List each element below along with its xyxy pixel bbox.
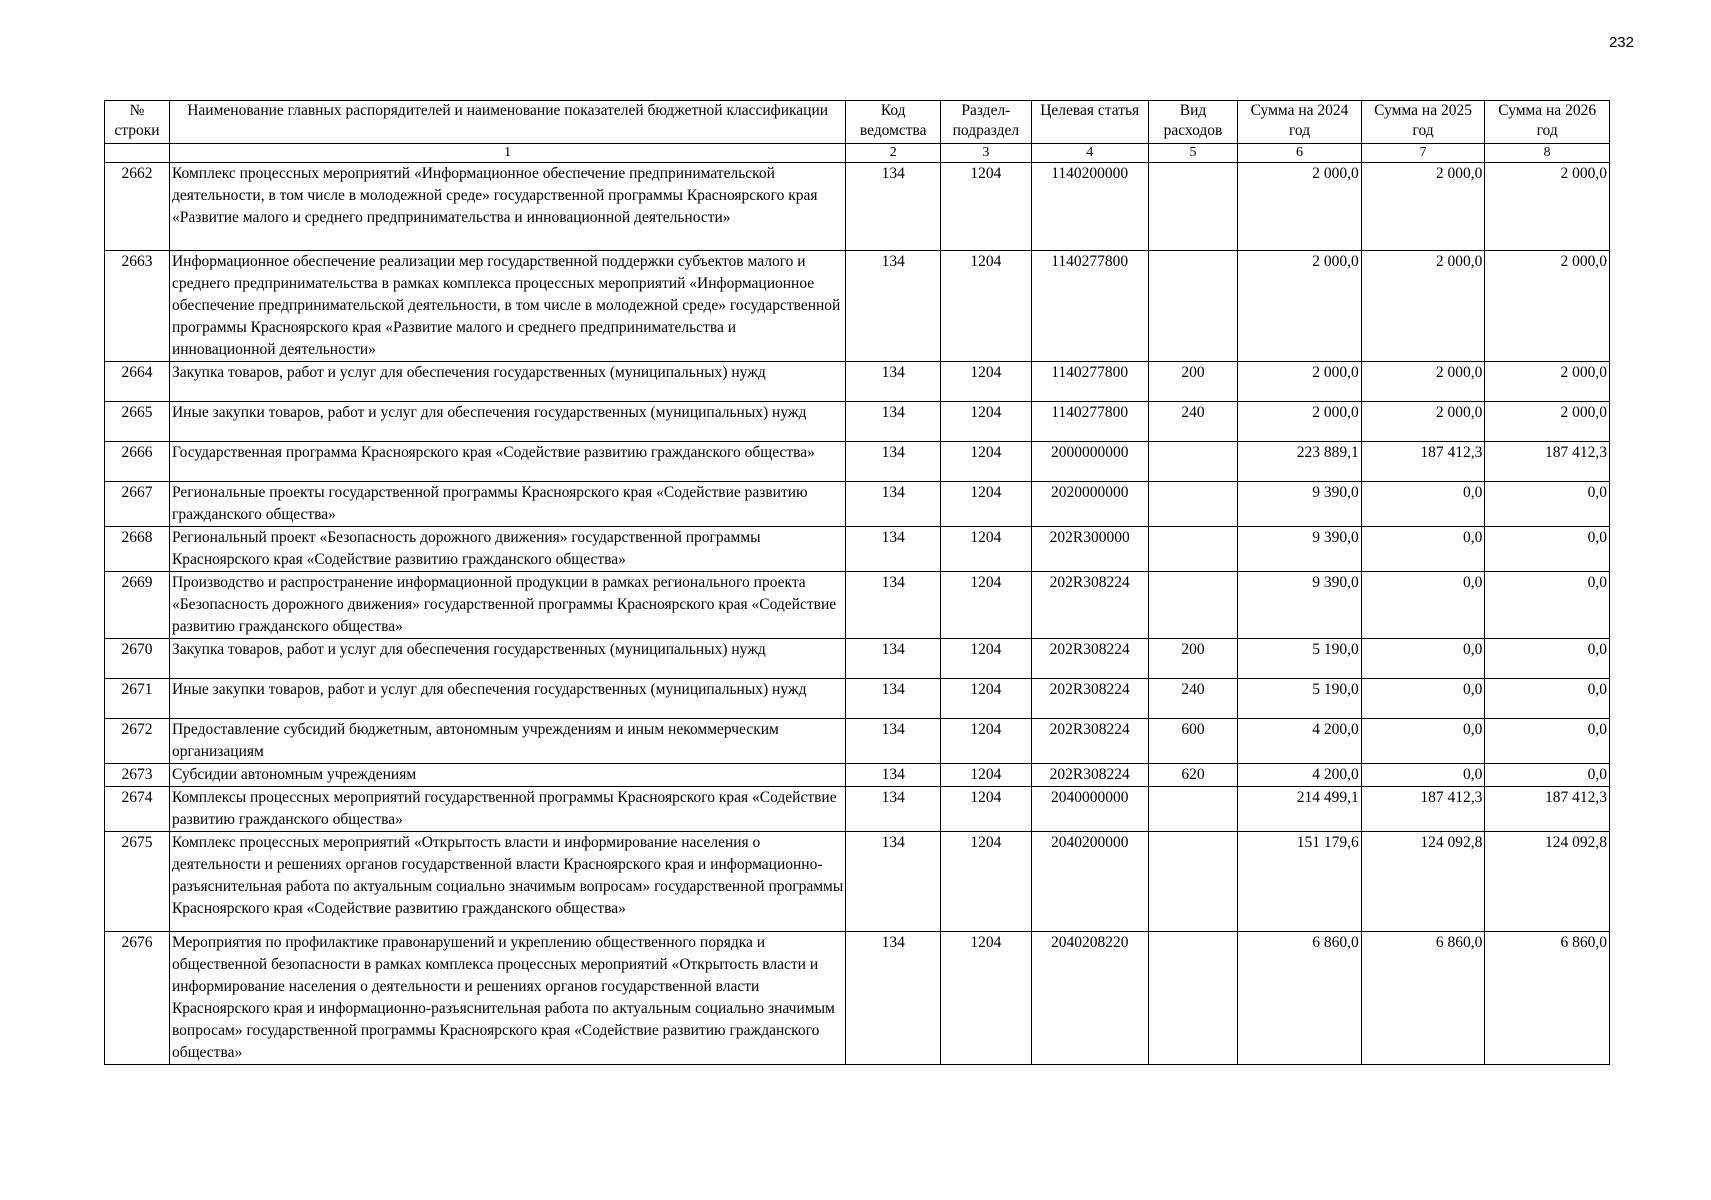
row-number: 2662 bbox=[105, 163, 170, 251]
row-dept-code: 134 bbox=[846, 719, 941, 764]
row-sum-2024: 214 499,1 bbox=[1238, 787, 1362, 832]
row-name: Закупка товаров, работ и услуг для обеспечения государственных (муниципальных) нужд bbox=[169, 639, 845, 679]
table-row bbox=[105, 527, 1610, 572]
row-sum-2025: 2 000,0 bbox=[1361, 163, 1485, 251]
row-name: Государственная программа Красноярского края «Содействие развитию гражданского общества» bbox=[169, 442, 845, 482]
row-sum-2024: 9 390,0 bbox=[1238, 572, 1362, 639]
row-section: 1204 bbox=[941, 251, 1032, 362]
row-section: 1204 bbox=[941, 163, 1032, 251]
header-sum-2026: Сумма на 2026 год bbox=[1485, 101, 1610, 144]
row-sum-2025: 0,0 bbox=[1361, 719, 1485, 764]
row-sum-2025: 6 860,0 bbox=[1361, 932, 1485, 1065]
row-sum-2024: 6 860,0 bbox=[1238, 932, 1362, 1065]
row-expense-type bbox=[1148, 482, 1237, 527]
page-number: 232 bbox=[1608, 34, 1634, 51]
row-sum-2025: 2 000,0 bbox=[1361, 251, 1485, 362]
row-dept-code: 134 bbox=[846, 572, 941, 639]
column-number: 6 bbox=[1238, 144, 1362, 163]
row-sum-2025: 0,0 bbox=[1361, 764, 1485, 787]
column-number: 4 bbox=[1031, 144, 1148, 163]
row-dept-code: 134 bbox=[846, 832, 941, 932]
row-number: 2668 bbox=[105, 527, 170, 572]
budget-table bbox=[104, 100, 1610, 1065]
row-dept-code: 134 bbox=[846, 787, 941, 832]
row-sum-2026: 6 860,0 bbox=[1485, 932, 1610, 1065]
row-sum-2025: 0,0 bbox=[1361, 482, 1485, 527]
row-sum-2024: 9 390,0 bbox=[1238, 527, 1362, 572]
row-sum-2026: 187 412,3 bbox=[1485, 787, 1610, 832]
row-dept-code: 134 bbox=[846, 362, 941, 402]
table-row bbox=[105, 442, 1610, 482]
row-dept-code: 134 bbox=[846, 764, 941, 787]
row-target: 1140200000 bbox=[1031, 163, 1148, 251]
row-sum-2024: 2 000,0 bbox=[1238, 251, 1362, 362]
row-number: 2673 bbox=[105, 764, 170, 787]
row-number: 2672 bbox=[105, 719, 170, 764]
row-sum-2026: 0,0 bbox=[1485, 679, 1610, 719]
header-row bbox=[105, 101, 1610, 144]
row-target: 2020000000 bbox=[1031, 482, 1148, 527]
row-sum-2025: 0,0 bbox=[1361, 527, 1485, 572]
row-expense-type: 200 bbox=[1148, 639, 1237, 679]
row-sum-2025: 124 092,8 bbox=[1361, 832, 1485, 932]
row-sum-2024: 5 190,0 bbox=[1238, 639, 1362, 679]
row-name: Иные закупки товаров, работ и услуг для обеспечения государственных (муниципальных) нужд bbox=[169, 679, 845, 719]
table-row bbox=[105, 163, 1610, 251]
header-sum-2024: Сумма на 2024 год bbox=[1238, 101, 1362, 144]
row-expense-type bbox=[1148, 251, 1237, 362]
row-section: 1204 bbox=[941, 932, 1032, 1065]
row-name: Субсидии автономным учреждениям bbox=[169, 764, 845, 787]
row-expense-type bbox=[1148, 527, 1237, 572]
table-row bbox=[105, 679, 1610, 719]
column-number: 1 bbox=[169, 144, 845, 163]
table-row bbox=[105, 639, 1610, 679]
row-sum-2026: 0,0 bbox=[1485, 639, 1610, 679]
row-sum-2024: 151 179,6 bbox=[1238, 832, 1362, 932]
row-number: 2664 bbox=[105, 362, 170, 402]
row-sum-2025: 0,0 bbox=[1361, 679, 1485, 719]
row-expense-type: 600 bbox=[1148, 719, 1237, 764]
row-target: 202R308224 bbox=[1031, 679, 1148, 719]
row-target: 202R308224 bbox=[1031, 764, 1148, 787]
row-sum-2024: 2 000,0 bbox=[1238, 362, 1362, 402]
row-section: 1204 bbox=[941, 442, 1032, 482]
row-section: 1204 bbox=[941, 482, 1032, 527]
column-number: 5 bbox=[1148, 144, 1237, 163]
row-expense-type bbox=[1148, 442, 1237, 482]
header-dept-code: Код ведомства bbox=[846, 101, 941, 144]
row-dept-code: 134 bbox=[846, 402, 941, 442]
row-name: Региональный проект «Безопасность дорожного движения» государственной программы Красноярского края «Содействие развитию гражданского общества» bbox=[169, 527, 845, 572]
row-sum-2024: 2 000,0 bbox=[1238, 402, 1362, 442]
row-number: 2665 bbox=[105, 402, 170, 442]
header-section: Раздел-подраздел bbox=[941, 101, 1032, 144]
row-target: 202R300000 bbox=[1031, 527, 1148, 572]
row-sum-2026: 0,0 bbox=[1485, 527, 1610, 572]
row-target: 1140277800 bbox=[1031, 362, 1148, 402]
row-dept-code: 134 bbox=[846, 163, 941, 251]
table-row bbox=[105, 719, 1610, 764]
row-name: Информационное обеспечение реализации мер государственной поддержки субъектов малого и среднего предпринимательства в рамках комплекса процессных мероприятий «Информационное обеспечение предпринимательской деятельности, в том числе в молодежной среде» государственной программы Красноярского края «Развитие малого и среднего предпринимательства и инновационной деятельности» bbox=[169, 251, 845, 362]
row-number: 2670 bbox=[105, 639, 170, 679]
row-name: Комплексы процессных мероприятий государственной программы Красноярского края «Содействие развитию гражданского общества» bbox=[169, 787, 845, 832]
row-name: Комплекс процессных мероприятий «Информационное обеспечение предпринимательской деятельности, в том числе в молодежной среде» государственной программы Красноярского края «Развитие малого и среднего предпринимательства и инновационной деятельности» bbox=[169, 163, 845, 251]
column-number: 7 bbox=[1361, 144, 1485, 163]
row-section: 1204 bbox=[941, 764, 1032, 787]
row-target: 2000000000 bbox=[1031, 442, 1148, 482]
row-sum-2024: 4 200,0 bbox=[1238, 719, 1362, 764]
header-expense-type: Вид расходов bbox=[1148, 101, 1237, 144]
row-target: 1140277800 bbox=[1031, 402, 1148, 442]
row-dept-code: 134 bbox=[846, 527, 941, 572]
row-target: 2040200000 bbox=[1031, 832, 1148, 932]
row-number: 2663 bbox=[105, 251, 170, 362]
table-row bbox=[105, 832, 1610, 932]
table-row bbox=[105, 787, 1610, 832]
row-sum-2025: 2 000,0 bbox=[1361, 402, 1485, 442]
row-name: Предоставление субсидий бюджетным, автономным учреждениям и иным некоммерческим организациям bbox=[169, 719, 845, 764]
table-row bbox=[105, 764, 1610, 787]
row-number: 2676 bbox=[105, 932, 170, 1065]
table-row bbox=[105, 482, 1610, 527]
row-dept-code: 134 bbox=[846, 251, 941, 362]
row-name: Региональные проекты государственной программы Красноярского края «Содействие развитию гражданского общества» bbox=[169, 482, 845, 527]
row-number: 2669 bbox=[105, 572, 170, 639]
row-sum-2026: 2 000,0 bbox=[1485, 163, 1610, 251]
header-target: Целевая статья bbox=[1031, 101, 1148, 144]
row-sum-2026: 0,0 bbox=[1485, 482, 1610, 527]
row-name: Мероприятия по профилактике правонарушений и укреплению общественного порядка и общественной безопасности в рамках комплекса процессных мероприятий «Открытость власти и информирование населения о деятельности и решениях органов государственной власти Красноярского края и информационно-разъяснительная работа по актуальным социально значимым вопросам» государственной программы Красноярского края «Содействие развитию гражданского общества» bbox=[169, 932, 845, 1065]
row-target: 202R308224 bbox=[1031, 639, 1148, 679]
row-name: Закупка товаров, работ и услуг для обеспечения государственных (муниципальных) нужд bbox=[169, 362, 845, 402]
row-expense-type: 200 bbox=[1148, 362, 1237, 402]
row-sum-2025: 187 412,3 bbox=[1361, 787, 1485, 832]
row-number: 2675 bbox=[105, 832, 170, 932]
table-row bbox=[105, 402, 1610, 442]
row-sum-2025: 187 412,3 bbox=[1361, 442, 1485, 482]
header-sum-2025: Сумма на 2025 год bbox=[1361, 101, 1485, 144]
row-target: 1140277800 bbox=[1031, 251, 1148, 362]
row-expense-type bbox=[1148, 572, 1237, 639]
row-section: 1204 bbox=[941, 639, 1032, 679]
row-target: 202R308224 bbox=[1031, 719, 1148, 764]
row-dept-code: 134 bbox=[846, 482, 941, 527]
row-dept-code: 134 bbox=[846, 442, 941, 482]
row-section: 1204 bbox=[941, 719, 1032, 764]
row-expense-type bbox=[1148, 787, 1237, 832]
row-number: 2671 bbox=[105, 679, 170, 719]
row-section: 1204 bbox=[941, 527, 1032, 572]
row-sum-2025: 2 000,0 bbox=[1361, 362, 1485, 402]
row-number: 2667 bbox=[105, 482, 170, 527]
table-row bbox=[105, 251, 1610, 362]
row-sum-2024: 9 390,0 bbox=[1238, 482, 1362, 527]
row-sum-2024: 2 000,0 bbox=[1238, 163, 1362, 251]
row-section: 1204 bbox=[941, 832, 1032, 932]
table-row bbox=[105, 362, 1610, 402]
row-sum-2026: 2 000,0 bbox=[1485, 362, 1610, 402]
row-name: Производство и распространение информационной продукции в рамках регионального проекта «Безопасность дорожного движения» государственной программы Красноярского края «Содействие развитию гражданского общества» bbox=[169, 572, 845, 639]
table-row bbox=[105, 572, 1610, 639]
row-sum-2026: 0,0 bbox=[1485, 572, 1610, 639]
row-sum-2024: 5 190,0 bbox=[1238, 679, 1362, 719]
row-sum-2024: 4 200,0 bbox=[1238, 764, 1362, 787]
row-expense-type: 240 bbox=[1148, 679, 1237, 719]
row-sum-2026: 2 000,0 bbox=[1485, 402, 1610, 442]
row-sum-2025: 0,0 bbox=[1361, 639, 1485, 679]
row-target: 2040208220 bbox=[1031, 932, 1148, 1065]
column-number-row bbox=[105, 144, 1610, 163]
row-number: 2666 bbox=[105, 442, 170, 482]
row-expense-type bbox=[1148, 832, 1237, 932]
table-row bbox=[105, 932, 1610, 1065]
row-sum-2026: 0,0 bbox=[1485, 764, 1610, 787]
row-section: 1204 bbox=[941, 679, 1032, 719]
row-name: Комплекс процессных мероприятий «Открытость власти и информирование населения о деятельности и решениях органов государственной власти Красноярского края и информационно-разъяснительная работа по актуальным социально значимым вопросам» государственной программы Красноярского края «Содействие развитию гражданского общества» bbox=[169, 832, 845, 932]
row-expense-type: 620 bbox=[1148, 764, 1237, 787]
row-section: 1204 bbox=[941, 402, 1032, 442]
row-expense-type bbox=[1148, 163, 1237, 251]
row-sum-2025: 0,0 bbox=[1361, 572, 1485, 639]
header-row-number: № строки bbox=[105, 101, 170, 144]
row-expense-type: 240 bbox=[1148, 402, 1237, 442]
row-name: Иные закупки товаров, работ и услуг для обеспечения государственных (муниципальных) нужд bbox=[169, 402, 845, 442]
column-number: 3 bbox=[941, 144, 1032, 163]
row-section: 1204 bbox=[941, 362, 1032, 402]
row-sum-2026: 124 092,8 bbox=[1485, 832, 1610, 932]
row-sum-2026: 0,0 bbox=[1485, 719, 1610, 764]
row-sum-2026: 187 412,3 bbox=[1485, 442, 1610, 482]
row-section: 1204 bbox=[941, 787, 1032, 832]
column-number: 8 bbox=[1485, 144, 1610, 163]
row-dept-code: 134 bbox=[846, 679, 941, 719]
row-target: 2040000000 bbox=[1031, 787, 1148, 832]
column-number: 2 bbox=[846, 144, 941, 163]
header-name: Наименование главных распорядителей и наименование показателей бюджетной классификации bbox=[169, 101, 845, 144]
row-target: 202R308224 bbox=[1031, 572, 1148, 639]
row-section: 1204 bbox=[941, 572, 1032, 639]
row-number: 2674 bbox=[105, 787, 170, 832]
row-expense-type bbox=[1148, 932, 1237, 1065]
row-dept-code: 134 bbox=[846, 932, 941, 1065]
column-number-blank bbox=[105, 144, 170, 163]
row-sum-2024: 223 889,1 bbox=[1238, 442, 1362, 482]
row-sum-2026: 2 000,0 bbox=[1485, 251, 1610, 362]
row-dept-code: 134 bbox=[846, 639, 941, 679]
